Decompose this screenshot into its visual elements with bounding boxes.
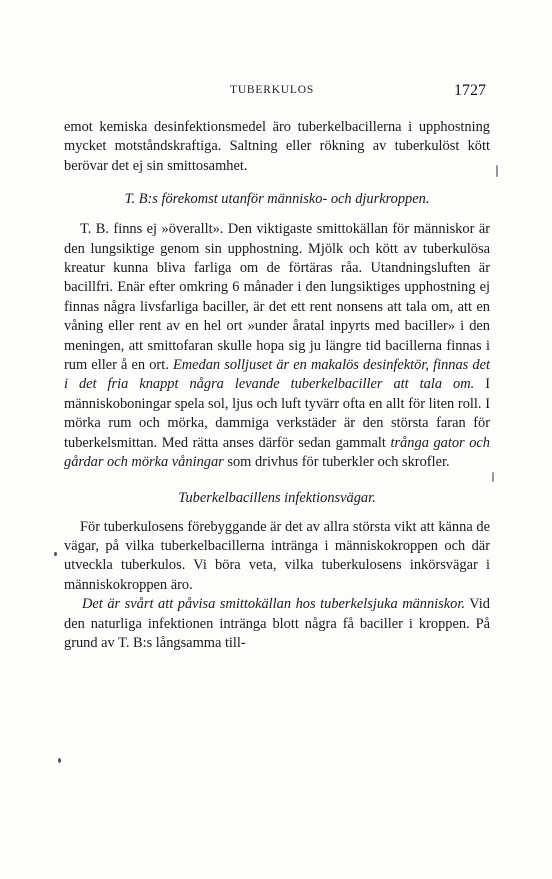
section-heading-infection-paths: Tuberkelbacillens infektionsvägar. bbox=[178, 489, 376, 506]
print-speck bbox=[492, 472, 494, 482]
paragraph-continuation: emot kemiska desinfektionsmedel äro tuberkelbacillerna i upphostning mycket motståndskraftiga. Saltning eller rökning av tuberkulöst kött berövar det ej sin smittosamhet. bbox=[64, 119, 490, 174]
paragraph-smittokalla bbox=[64, 595, 490, 653]
emphasis-text: trånga gator och gårdar och mörka våningar bbox=[64, 434, 491, 471]
paragraph-text: I människoboningar spela sol, ljus och luft tyvärr ofta en allt för liten roll. I mörka rum och mörka, dammiga verkstäder är den största faran för tuberkelsmittan. Med rätta anses därför sedan gammalt bbox=[64, 376, 490, 451]
print-speck bbox=[496, 165, 498, 177]
paragraph-text: T. B. finns ej »överallt». Den viktigaste smittokällan för människor är den lungsiktige genom sin upphostning. Mjölk och kött av tuberkulösa kreatur kunna bliva farliga om de förtäras råa. Utandningsluften är bacillfri. Enär efter omkring 6 månader i den lungsiktiges upphostning ej finnas några livsfarliga baciller, är det ett rent nonsens att tala om, att en våning eller rent av en hel ort »under åratal inpyrts med baciller» i den meningen, att smittofaran skulle hopa sig ju längre tid bacillerna finnas i rum eller å en ort. bbox=[64, 221, 490, 374]
running-header bbox=[66, 82, 486, 102]
paragraph-text: som drivhus för tuberkler och skrofler. bbox=[223, 454, 450, 471]
print-speck bbox=[58, 758, 61, 763]
paragraph-occurrence bbox=[64, 220, 490, 472]
page-number: 1727 bbox=[454, 82, 486, 99]
paragraph-text: Vid den naturliga infektionen intränga blott några få baciller i kroppen. På grund av T. B:s långsamma till- bbox=[64, 596, 490, 651]
emphasis-text: Det är svårt att påvisa smittokällan hos tuberkelsjuka människor. bbox=[82, 596, 465, 613]
print-speck bbox=[54, 552, 57, 556]
emphasis-text: Emedan solljuset är en makalös desinfektör, finnas det i det fria knappt några levande tuberkelbaciller att tala om. bbox=[64, 357, 490, 393]
running-title: TUBERKULOS bbox=[230, 84, 315, 96]
section-heading-occurrence: T. B:s förekomst utanför människo- och djurkroppen. bbox=[124, 191, 430, 208]
paragraph-prevention: För tuberkulosens förebyggande är det av allra största vikt att känna de vägar, på vilka tuberkelbacillerna intränga i människokroppen och där utveckla tuberkulos. Vi böra veta, vilka tuberkulosens inkörsvägar i människokroppen äro. bbox=[64, 518, 490, 593]
page-body bbox=[64, 118, 490, 653]
